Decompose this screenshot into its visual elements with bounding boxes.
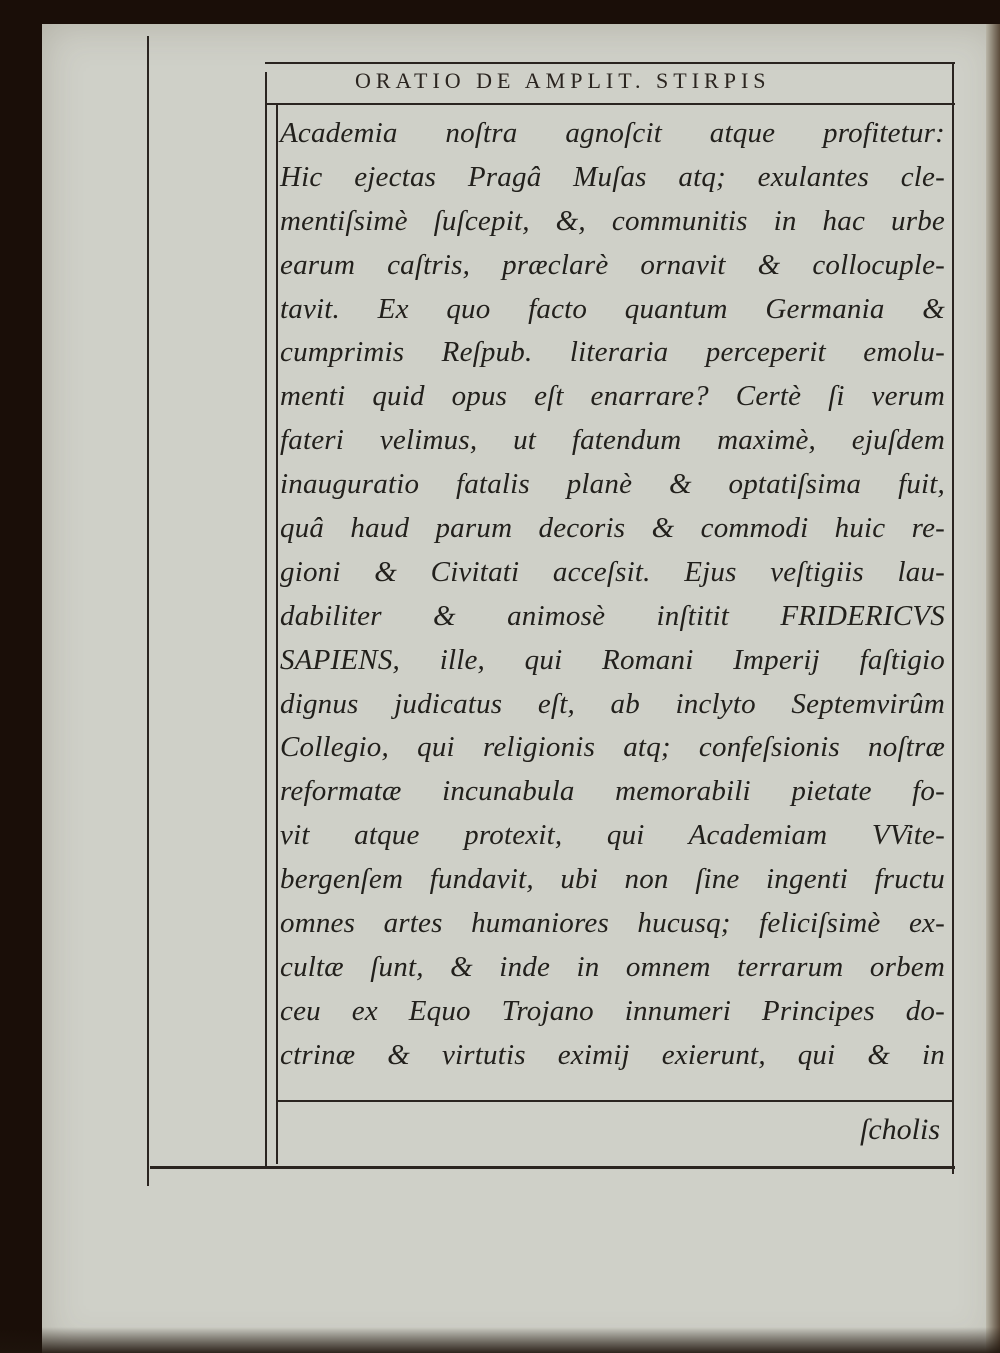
text-line: inauguratio fatalis planè & optatiſsima fuit,: [280, 468, 945, 501]
text-line: mentiſsimè ſuſcepit, &, communitis in hac urbe: [280, 204, 945, 237]
bottom-rule: [150, 1166, 955, 1169]
body-text: [280, 112, 945, 1078]
text-line: earum caſtris, præclarè ornavit & collocuple-: [280, 248, 945, 281]
text-line: ctrinæ & virtutis eximij exierunt, qui & in: [280, 1038, 945, 1071]
text-line: menti quid opus eſt enarrare? Certè ſi verum: [280, 380, 945, 413]
text-line: vit atque protexit, qui Academiam VVite-: [280, 819, 945, 852]
running-header: ORATIO DE AMPLIT. STIRPIS: [355, 68, 771, 93]
text-line: fateri velimus, ut fatendum maximè, ejuſdem: [280, 424, 945, 457]
text-line: Academia noſtra agnoſcit atque profitetur:: [280, 117, 945, 149]
text-line: ceu ex Equo Trojano innumeri Principes do-: [280, 994, 945, 1027]
text-line: Hic ejectas Pragâ Muſas atq; exulantes cle-: [280, 160, 945, 193]
right-outer-rule: [952, 64, 954, 1174]
text-line: tavit. Ex quo facto quantum Germania &: [280, 292, 945, 325]
text-line: dabiliter & animosè inſtitit FRIDERICVS: [280, 599, 945, 632]
text-line: gioni & Civitati acceſsit. Ejus veſtigiis lau-: [280, 555, 945, 588]
text-line: cumprimis Reſpub. literaria perceperit emolu-: [280, 336, 945, 369]
text-line: Collegio, qui religionis atq; confeſsionis noſtræ: [280, 731, 945, 764]
bottom-shadow: [0, 1327, 1000, 1353]
catchword: ſcholis: [860, 1113, 940, 1146]
text-line: quâ haud parum decoris & commodi huic re-: [280, 512, 945, 545]
text-line: dignus judicatus eſt, ab inclyto Septemvirûm: [280, 687, 945, 720]
text-line: reformatæ incunabula memorabili pietate fo-: [280, 775, 945, 808]
text-line: omnes artes humaniores hucusq; feliciſsimè ex-: [280, 907, 945, 940]
header-rule: [265, 103, 955, 105]
left-outer-rule: [147, 36, 149, 1186]
text-line: SAPIENS, ille, qui Romani Imperij faſtigio: [280, 643, 945, 676]
text-left-rule: [276, 104, 278, 1164]
top-rule: [265, 62, 955, 64]
text-line: cultæ ſunt, & inde in omnem terrarum orbem: [280, 950, 945, 983]
text-bottom-rule: [276, 1100, 954, 1102]
text-line: bergenſem fundavit, ubi non ſine ingenti fructu: [280, 863, 945, 896]
left-inner-rule: [265, 72, 267, 1167]
page-edge: [986, 24, 1000, 1353]
